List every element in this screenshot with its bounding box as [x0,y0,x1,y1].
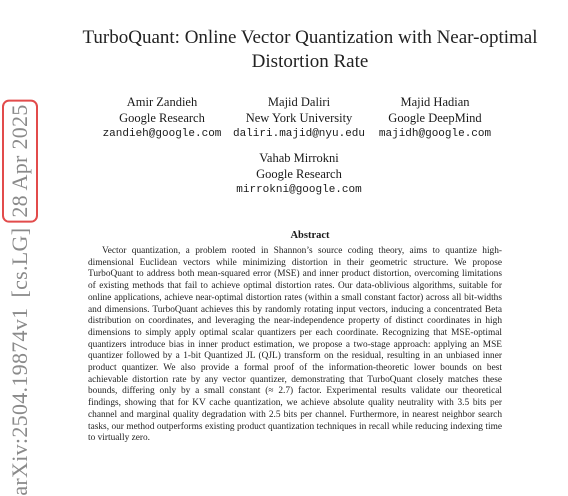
author-email[interactable]: mirrokni@google.com [236,184,362,196]
author-email[interactable]: majidh@google.com [378,128,492,140]
arxiv-stamp-text [7,104,33,495]
arxiv-id[interactable]: arXiv:2504.19874v1 [7,307,32,496]
author-name: Vahab Mirrokni [259,151,339,165]
arxiv-side-stamp [0,104,40,496]
author-block [82,94,242,142]
author-affiliation: New York University [245,111,353,125]
author-name: Amir Zandieh [126,95,198,109]
author-block [219,150,379,198]
title-line-1: TurboQuant: Online Vector Quantization with Near-optimal [82,27,538,48]
author-block [355,94,515,142]
author-name: Majid Hadian [400,95,470,109]
author-affiliation: Google DeepMind [388,111,482,125]
arxiv-date-highlighted: 28 Apr 2025 [7,104,32,218]
paper-title [60,26,560,74]
abstract-heading: Abstract [290,230,330,241]
abstract-text: Vector quantization, a problem rooted in Shannon’s source coding theory, aims to quantize high-dimensional Euclidean vectors while minimizing distortion in their geometric structure. We propose TurboQuant to address both mean-squared error (MSE) and inner product distortion, overcoming limitations of existing methods that fail to achieve optimal distortion rates. Our data-oblivious algorithms, suitable for online applications, achieve near-optimal distortion rates (within a small constant factor) across all bit-widths and dimensions. TurboQuant achieves this by randomly rotating input vectors, inducing a concentrated Beta distribution on coordinates, and leveraging the near-independence property of distinct coordinates in high dimensions to simply apply optimal scalar quantizers per each coordinate. Recognizing that MSE-optimal quantizers introduce bias in inner product estimation, we propose a two-stage approach: applying an MSE quantizer followed by a 1-bit Quantized JL (QJL) transform on the residual, resulting in an unbiased inner product quantizer. We also provide a formal proof of the information-theoretic lower bounds on best achievable distortion rate by any vector quantizer, demonstrating that TurboQuant closely matches these bounds, differing only by a small constant (≈ 2.7) factor. Experimental results validate our theoretical findings, showing that for KV cache quantization, we achieve absolute quality neutrality with 3.5 bits per channel and marginal quality degradation with 2.5 bits per channel. Furthermore, in nearest neighbor search tasks, our method outperforms existing product quantization techniques in recall while reducing indexing time to virtually zero. [88,246,502,444]
author-affiliation: Google Research [119,111,205,125]
author-email[interactable]: daliri.majid@nyu.edu [232,128,366,140]
title-line-2: Distortion Rate [251,51,369,72]
author-affiliation: Google Research [256,167,342,181]
author-email[interactable]: zandieh@google.com [102,128,222,140]
arxiv-category: [cs.LG] [7,227,32,298]
author-name: Majid Daliri [267,95,331,109]
